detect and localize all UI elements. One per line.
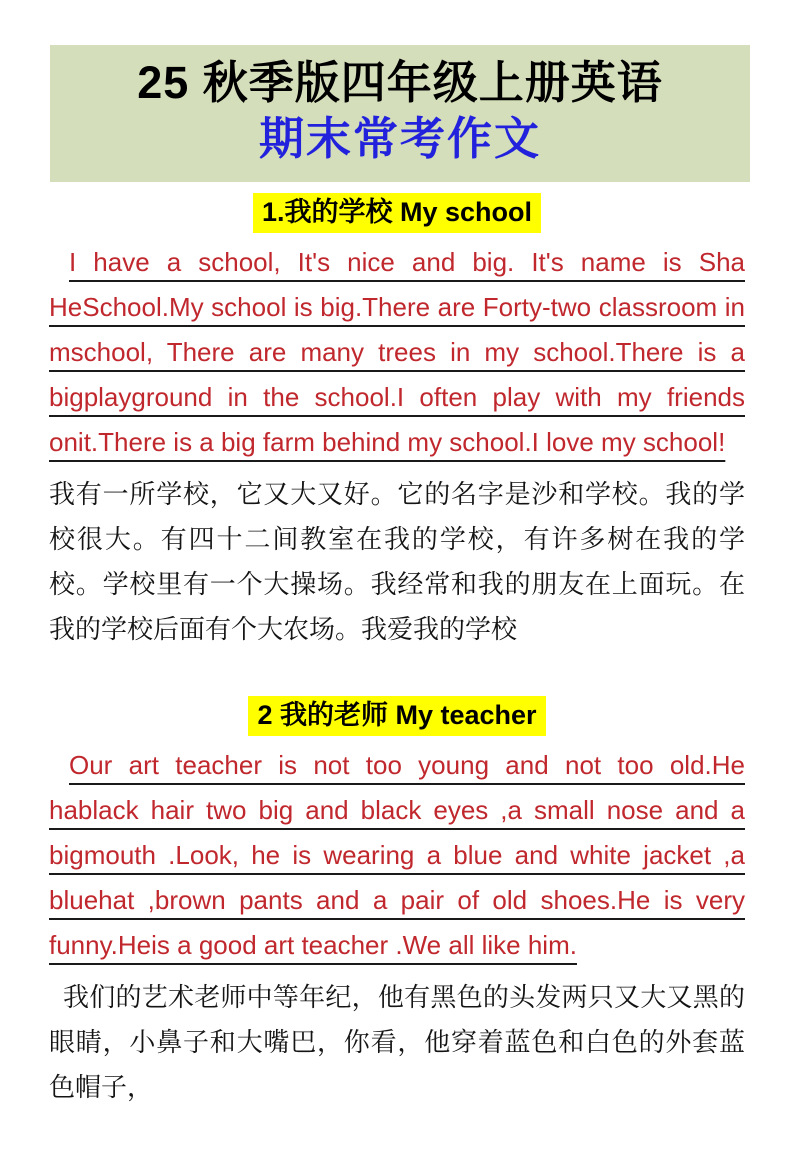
section-2-english-paragraph: Our art teacher is not too young and not too old.He hablack hair two big and black eyes ,a small nose and a bigmouth .Look, he is wearing a blue and white jacket ,a bluehat ,brown pants and a pair of old shoes.He is very funny.Heis a good art teacher .We all like him.	[49, 749, 745, 960]
section-1-heading-row	[49, 193, 745, 233]
essay-section-2	[49, 696, 745, 1110]
section-2-heading-row	[49, 696, 745, 736]
page-subtitle: 期末常考作文	[258, 113, 541, 165]
section-2-heading: 2 我的老师 My teacher	[248, 696, 545, 736]
section-1-english-paragraph: I have a school, It's nice and big. It's name is Sha HeSchool.My school is big.There are Forty-two classroom in mschool, There are many trees in my school.There is a bigplayground in the school.I often play with my friends onit.There is a big farm behind my school.I love my school!	[49, 246, 745, 457]
section-1-chinese-translation: 我有一所学校，它又大又好。它的名字是沙和学校。我的学校很大。有四十二间教室在我的学校，有许多树在我的学校。学校里有一个大操场。我经常和我的朋友在上面玩。在我的学校后面有个大农场。我爱我的学校	[49, 478, 745, 644]
page-title: 25 秋季版四年级上册英语	[137, 57, 663, 108]
document-body	[49, 193, 745, 1110]
section-2-chinese-translation: 我们的艺术老师中等年纪，他有黑色的头发两只又大又黑的眼睛，小鼻子和大嘴巴，你看，他穿着蓝色和白色的外套蓝色帽子，	[49, 981, 745, 1102]
document-page	[0, 45, 793, 1110]
section-1-heading: 1.我的学校 My school	[253, 193, 541, 233]
essay-section-1	[49, 193, 745, 652]
header-banner	[50, 45, 750, 182]
